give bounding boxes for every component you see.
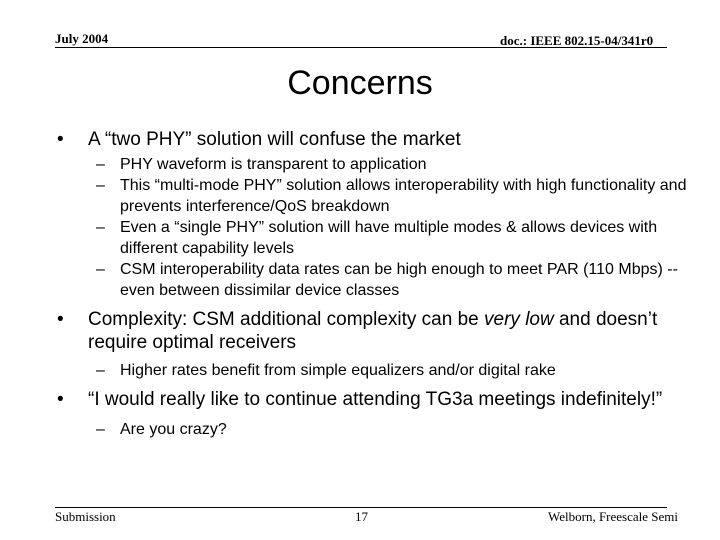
sub-bullet-text: PHY waveform is transparent to application: [120, 156, 427, 173]
dash-icon: –: [96, 421, 105, 438]
bullet-3-text: “I would really like to continue attending TG3a meetings indefinitely!”: [88, 389, 663, 410]
sub-bullet-1-3: [57, 217, 697, 259]
header-date: July 2004: [55, 31, 109, 46]
sub-bullet-text: Higher rates benefit from simple equalizers and/or digital rake: [120, 362, 556, 379]
dash-icon: –: [96, 261, 105, 278]
bullet-icon: •: [57, 129, 64, 150]
slide-body: [57, 128, 697, 440]
bullet-icon: •: [57, 389, 64, 410]
bullet-3-sublist: [57, 419, 697, 440]
bullet-2-text-before: Complexity: CSM additional complexity can be: [88, 309, 485, 330]
bullet-3: [57, 388, 697, 411]
bullet-1-text: A “two PHY” solution will confuse the market: [88, 129, 461, 150]
sub-bullet-3-1: [57, 419, 697, 440]
footer-page-number: 17: [355, 509, 368, 524]
sub-bullet-1-2: [57, 175, 697, 217]
sub-bullet-2-1: [57, 360, 697, 381]
bullet-2-text-emphasis: very low: [484, 309, 554, 330]
footer-author: Welborn, Freescale Semi: [548, 509, 678, 524]
dash-icon: –: [96, 362, 105, 379]
bullet-icon: •: [57, 309, 64, 330]
dash-icon: –: [96, 156, 105, 173]
slide-title: Concerns: [287, 64, 433, 102]
sub-bullet-1-1: [57, 154, 697, 175]
bullet-1: [57, 128, 697, 151]
sub-bullet-text: This “multi-mode PHY” solution allows interoperability with high functionality and prevents interference/QoS breakdown: [120, 177, 687, 215]
bullet-2: [57, 308, 697, 354]
dash-icon: –: [96, 219, 105, 236]
header-doc-id: doc.: IEEE 802.15-04/341r0: [500, 33, 654, 48]
bullet-2-sublist: [57, 360, 697, 381]
sub-bullet-text: CSM interoperability data rates can be high enough to meet PAR (110 Mbps) -- even between dissimilar device classes: [120, 261, 678, 299]
sub-bullet-1-4: [57, 259, 697, 301]
footer-submission: Submission: [55, 509, 116, 524]
sub-bullet-text: Even a “single PHY” solution will have multiple modes & allows devices with different capability levels: [120, 219, 658, 257]
dash-icon: –: [96, 177, 105, 194]
footer-rule: [55, 507, 667, 508]
header-rule: [55, 47, 667, 48]
bullet-1-sublist: [57, 154, 697, 301]
bullet-2-text-after: and doesn’t require optimal receivers: [88, 309, 658, 353]
sub-bullet-text: Are you crazy?: [120, 421, 227, 438]
